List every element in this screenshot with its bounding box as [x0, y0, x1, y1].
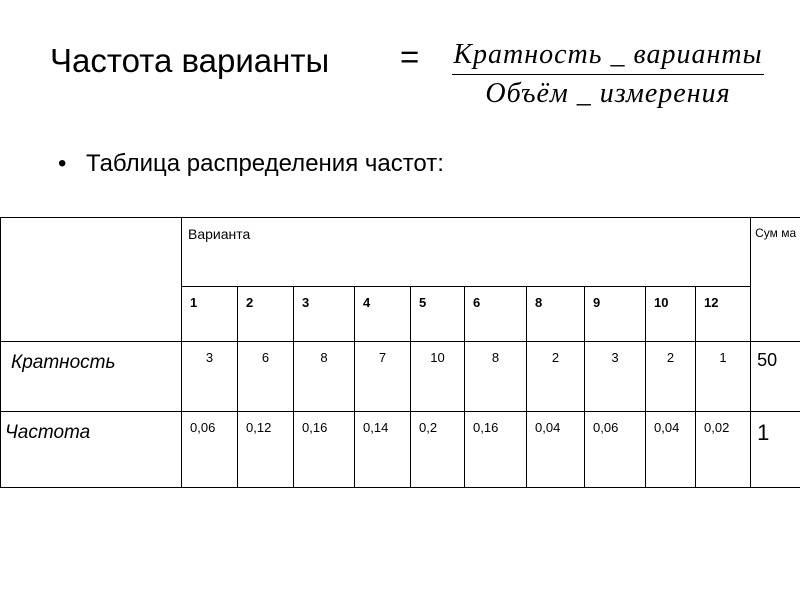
formula-left-side: Частота варианты	[50, 42, 330, 79]
multiplicity-cell: 8	[465, 342, 527, 412]
bullet-text: Таблица распределения частот:	[86, 150, 444, 177]
fraction-denominator: Объём _ измерения	[485, 78, 731, 109]
bullet-item	[58, 150, 444, 178]
multiplicity-cell: 2	[527, 342, 585, 412]
corner-cell	[1, 218, 182, 342]
frequency-cell: 0,16	[294, 412, 355, 488]
frequency-cell: 0,02	[696, 412, 751, 488]
frequency-table	[0, 217, 800, 488]
variant-value: 4	[355, 287, 411, 342]
variant-value: 10	[646, 287, 696, 342]
variant-value: 2	[238, 287, 294, 342]
fraction-bar	[452, 74, 764, 75]
frequency-cell: 0,16	[465, 412, 527, 488]
frequency-cell: 0,06	[182, 412, 238, 488]
frequency-cell: 0,2	[411, 412, 465, 488]
variant-value: 9	[585, 287, 646, 342]
variant-value: 6	[465, 287, 527, 342]
multiplicity-cell: 8	[294, 342, 355, 412]
variant-value: 3	[294, 287, 355, 342]
variant-header: Варианта	[182, 218, 751, 287]
variant-value: 5	[411, 287, 465, 342]
table-row-frequency	[1, 412, 800, 488]
multiplicity-sum: 50	[751, 342, 800, 412]
multiplicity-cell: 6	[238, 342, 294, 412]
variant-value: 1	[182, 287, 238, 342]
frequency-sum: 1	[751, 412, 800, 488]
multiplicity-cell: 3	[585, 342, 646, 412]
frequency-cell: 0,04	[527, 412, 585, 488]
frequency-cell: 0,14	[355, 412, 411, 488]
multiplicity-cell: 2	[646, 342, 696, 412]
fraction-numerator: Кратность _ варианты	[453, 39, 763, 70]
row-label: Частота	[1, 412, 182, 488]
variant-value: 12	[696, 287, 751, 342]
formula-fraction	[448, 38, 768, 111]
row-label: Кратность	[1, 342, 182, 412]
frequency-cell: 0,06	[585, 412, 646, 488]
bullet-icon: •	[58, 150, 67, 177]
multiplicity-cell: 7	[355, 342, 411, 412]
table-row-multiplicity	[1, 342, 800, 412]
equals-sign: =	[400, 38, 420, 75]
multiplicity-cell: 1	[696, 342, 751, 412]
variant-value: 8	[527, 287, 585, 342]
sum-header: Сум ма	[751, 218, 800, 342]
frequency-cell: 0,12	[238, 412, 294, 488]
multiplicity-cell: 3	[182, 342, 238, 412]
frequency-cell: 0,04	[646, 412, 696, 488]
multiplicity-cell: 10	[411, 342, 465, 412]
